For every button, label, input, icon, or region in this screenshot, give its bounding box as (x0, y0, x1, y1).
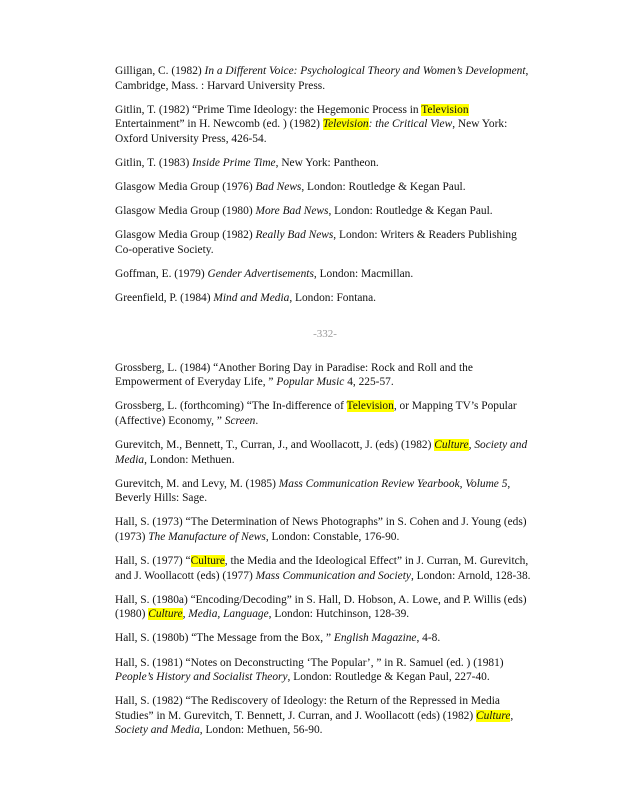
reference-entry (115, 180, 535, 195)
reference-text: Grossberg, L. (1984) “Another Boring Day in Paradise: Rock and Roll and the Empowerment of Everyday Life, ” (115, 361, 473, 389)
italic-title: English Magazine (333, 632, 417, 645)
reference-text: , London: Methuen, 56-90. (199, 724, 323, 737)
italic-title: , Society and Media (115, 439, 528, 466)
reference-entry (115, 64, 535, 93)
reference-text: , Cambridge, Mass. : Harvard University Press. (115, 65, 529, 92)
italic-title: Mass Communication Review Yearbook, Volume 5 (278, 477, 508, 490)
reference-text: , the Media and the Ideological Effect” in J. Curran, M. Gurevitch, and J. Woollacott (eds) (1977) (115, 555, 529, 582)
highlighted-term: Television (346, 400, 394, 413)
reference-text: , London: Constable, 176-90. (265, 530, 400, 543)
italic-title: Popular Music (276, 376, 345, 389)
reference-entry (115, 228, 535, 257)
reference-text: Entertainment” in H. Newcomb (ed. ) (1982) (115, 118, 323, 131)
reference-entry (115, 267, 535, 282)
italic-title: Mass Communication and Society (255, 569, 411, 582)
highlighted-term: Culture (434, 439, 469, 451)
highlighted-term: Culture (190, 555, 225, 568)
reference-text: Gurevitch, M. and Levy, M. (1985) (115, 477, 279, 490)
reference-entry (115, 477, 535, 506)
reference-text: , London: Hutchinson, 128-39. (268, 608, 410, 621)
reference-text: Gilligan, C. (1982) (115, 65, 205, 77)
reference-text: Hall, S. (1977) “ (115, 555, 191, 568)
italic-title: , Society and Media (115, 709, 514, 737)
reference-text: Grossberg, L. (forthcoming) “The In-difference of (115, 400, 347, 413)
reference-entry (115, 361, 535, 390)
reference-entry (115, 631, 535, 646)
reference-list-top (115, 64, 535, 306)
document-page (115, 64, 535, 748)
reference-text: Goffman, E. (1979) (115, 267, 208, 280)
italic-title: Gender Advertisements (207, 267, 314, 280)
reference-text: , 4-8. (416, 632, 441, 645)
reference-text: , London: Macmillan. (313, 267, 414, 280)
reference-entry (115, 204, 535, 219)
italic-title: More Bad News (255, 205, 329, 218)
reference-text: , Beverly Hills: Sage. (115, 477, 511, 505)
reference-entry (115, 593, 535, 622)
italic-title: Really Bad News (255, 229, 334, 242)
reference-text: , or Mapping TV’s Popular (Affective) Economy, ” (115, 400, 517, 427)
reference-text: , London: Writers & Readers Publishing Co-operative Society. (115, 229, 517, 256)
reference-text: , New York: Oxford University Press, 426-54. (115, 118, 508, 145)
reference-entry (115, 554, 535, 583)
reference-text: , London: Routledge & Kegan Paul, 227-40. (287, 671, 490, 684)
reference-entry (115, 656, 535, 685)
reference-text: Glasgow Media Group (1976) (115, 181, 256, 194)
reference-text: . (255, 414, 259, 427)
reference-text: Glasgow Media Group (1980) (115, 205, 256, 218)
reference-text: 4, 225-57. (344, 376, 394, 389)
reference-entry (115, 515, 535, 544)
reference-text: Hall, S. (1980a) “Encoding/Decoding” in S. Hall, D. Hobson, A. Lowe, and P. Willis (eds) (1980) (115, 593, 527, 621)
reference-text: Gitlin, T. (1982) “Prime Time Ideology: the Hegemonic Process in (115, 103, 422, 116)
reference-text: Hall, S. (1980b) “The Message from the Box, ” (115, 632, 334, 645)
reference-text: Hall, S. (1981) “Notes on Deconstructing ‘The Popular’, ” in R. Samuel (ed. ) (1981) (115, 656, 504, 669)
reference-text: , London: Methuen. (144, 453, 235, 466)
italic-title: , Media, Language (182, 608, 269, 621)
reference-text: Greenfield, P. (1984) (115, 292, 214, 305)
italic-title: People’s History and Socialist Theory (115, 671, 288, 684)
reference-text: , London: Routledge & Kegan Paul. (328, 205, 493, 218)
reference-text: Hall, S. (1973) “The Determination of News Photographs” in S. Cohen and J. Young (eds) (1973) (115, 516, 527, 543)
italic-title: Inside Prime Time (192, 156, 276, 169)
italic-title: Screen (224, 414, 256, 427)
highlighted-term: Television (421, 103, 469, 116)
italic-title: The Manufacture of News (148, 530, 266, 543)
italic-title: : the Critical View (368, 118, 453, 131)
reference-entry (115, 156, 535, 171)
reference-entry (115, 103, 535, 147)
reference-entry (115, 291, 535, 306)
reference-text: , London: Routledge & Kegan Paul. (301, 181, 466, 194)
italic-title: In a Different Voice: Psychological Theory and Women’s Development (204, 65, 526, 77)
reference-text: Glasgow Media Group (1982) (115, 229, 256, 242)
reference-text: , London: Fontana. (289, 292, 377, 305)
reference-text: , New York: Pantheon. (275, 156, 379, 169)
page-number: -332- (313, 327, 337, 340)
reference-text: Gurevitch, M., Bennett, T., Curran, J., and Woollacott, J. (eds) (1982) (115, 439, 435, 451)
reference-entry (115, 694, 535, 738)
reference-text: Hall, S. (1982) “The Rediscovery of Ideology: the Return of the Repressed in Media Studies” in M. Gurevitch, T. Bennett, J. Curran, and J. Woollacott (eds) (1982) (115, 695, 500, 722)
reference-list-bottom (115, 361, 535, 738)
italic-title: Mind and Media (213, 292, 290, 305)
highlighted-term: Culture (148, 608, 183, 621)
highlighted-term: Television (322, 118, 369, 131)
italic-title: Bad News (255, 181, 302, 194)
reference-entry (115, 438, 535, 467)
reference-entry (115, 399, 535, 428)
reference-text: Gitlin, T. (1983) (115, 156, 193, 169)
highlighted-term: Culture (476, 709, 511, 722)
reference-text: , London: Arnold, 128-38. (410, 569, 531, 582)
